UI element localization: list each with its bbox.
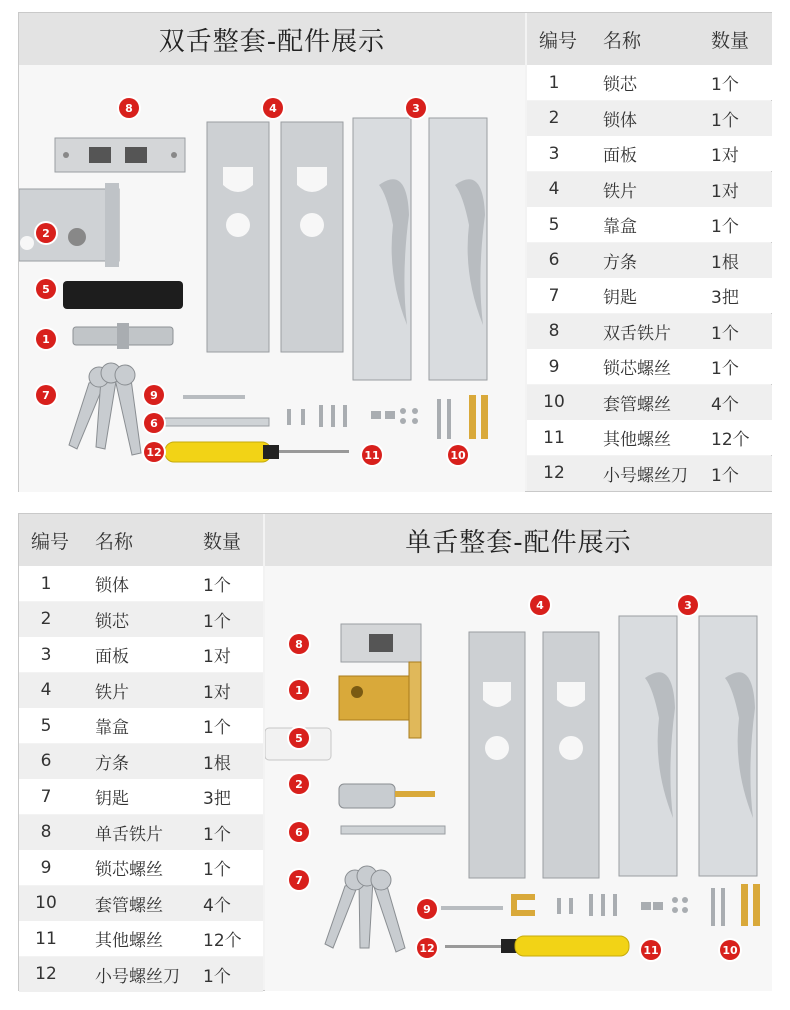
row-name: 套管螺丝: [95, 895, 163, 916]
table-row: [527, 420, 772, 455]
row-name: 小号螺丝刀: [95, 966, 180, 987]
row-name: 小号螺丝刀: [603, 465, 688, 486]
table-row: [19, 779, 263, 814]
row-quantity: 1对: [203, 647, 231, 667]
part-badge-5: 5: [36, 279, 56, 299]
row-name: 锁芯: [603, 75, 637, 95]
header-name: 名称: [603, 29, 642, 52]
row-quantity: 1对: [711, 181, 739, 202]
table-row: [527, 65, 772, 100]
row-quantity: 4个: [711, 394, 739, 415]
part-badge-2: 2: [289, 774, 309, 794]
row-name: 靠盒: [95, 718, 129, 738]
header-quantity: 数量: [711, 29, 750, 52]
row-name: 双舌铁片: [603, 323, 671, 344]
row-name: 面板: [603, 146, 637, 166]
row-number: 4: [548, 179, 560, 199]
table-row: [19, 566, 263, 601]
part-badge-3: 3: [406, 98, 426, 118]
table-row: [19, 886, 263, 921]
table-row: [19, 708, 263, 743]
row-number: 5: [40, 715, 52, 736]
row-number: 11: [35, 928, 57, 949]
table-row: [527, 101, 772, 136]
row-number: 11: [543, 427, 565, 448]
row-number: 8: [40, 822, 52, 842]
row-name: 方条: [603, 252, 637, 273]
row-quantity: 3把: [203, 789, 231, 809]
row-number: 2: [40, 609, 52, 629]
row-quantity: 1个: [203, 576, 231, 596]
row-number: 6: [40, 751, 52, 771]
row-number: 3: [548, 143, 560, 164]
parts-table: [19, 514, 263, 991]
part-badge-7: 7: [36, 385, 56, 405]
row-number: 3: [40, 644, 52, 665]
row-quantity: 12个: [203, 931, 242, 951]
table-row: [19, 637, 263, 672]
row-quantity: 1个: [711, 359, 739, 379]
table-row: [527, 243, 772, 278]
row-number: 4: [40, 680, 52, 700]
row-quantity: 4个: [203, 895, 231, 916]
row-quantity: 1个: [711, 465, 739, 486]
row-quantity: 1个: [203, 718, 231, 738]
row-name: 靠盒: [603, 217, 637, 237]
row-quantity: 1个: [711, 323, 739, 344]
table-row: [527, 314, 772, 349]
table-row: [527, 278, 772, 313]
row-quantity: 1个: [711, 75, 739, 95]
part-badge-1: 1: [289, 680, 309, 700]
row-number: 9: [40, 857, 52, 878]
row-number: 12: [35, 964, 57, 984]
row-quantity: 1个: [711, 110, 739, 131]
row-name: 铁片: [95, 682, 129, 703]
row-name: 锁体: [95, 576, 129, 596]
row-quantity: 1个: [203, 611, 231, 632]
table-row: [527, 172, 772, 207]
header-quantity: 数量: [203, 530, 242, 553]
part-badge-9: 9: [144, 385, 164, 405]
row-name: 锁体: [603, 110, 637, 131]
part-badge-12: 12: [144, 442, 164, 462]
row-name: 其他螺丝: [603, 430, 671, 450]
row-number: 1: [548, 72, 560, 93]
row-name: 方条: [95, 753, 129, 774]
part-badge-6: 6: [289, 822, 309, 842]
table-row: [19, 673, 263, 708]
part-badge-10: 10: [448, 445, 468, 465]
row-number: 5: [548, 214, 560, 235]
row-name: 锁芯螺丝: [95, 860, 163, 880]
table-row: [527, 207, 772, 242]
row-quantity: 1对: [203, 682, 231, 703]
table-row: [19, 850, 263, 885]
table-row: [19, 815, 263, 850]
parts-illustration: [19, 65, 525, 492]
parts-photo: [265, 566, 772, 991]
row-number: 1: [40, 573, 52, 594]
section-title-text: 单舌整套-配件展示: [405, 527, 632, 558]
row-name: 锁芯: [95, 611, 129, 632]
part-badge-7: 7: [289, 870, 309, 890]
row-number: 10: [543, 392, 565, 412]
part-badge-2: 2: [36, 223, 56, 243]
header-number: 编号: [31, 530, 70, 553]
part-badge-10: 10: [720, 940, 740, 960]
parts-photo: [19, 65, 525, 492]
parts-table: [527, 13, 772, 492]
part-badge-4: 4: [263, 98, 283, 118]
part-badge-4: 4: [530, 595, 550, 615]
row-quantity: 1根: [203, 753, 231, 774]
row-number: 9: [548, 356, 560, 377]
row-quantity: 1个: [203, 860, 231, 880]
part-badge-3: 3: [678, 595, 698, 615]
row-name: 单舌铁片: [95, 824, 163, 845]
row-quantity: 1对: [711, 146, 739, 166]
table-row: [19, 602, 263, 637]
table-row: [19, 744, 263, 779]
row-quantity: 12个: [711, 430, 750, 450]
row-number: 12: [543, 463, 565, 483]
row-number: 10: [35, 893, 57, 913]
table-row: [527, 456, 772, 491]
part-badge-1: 1: [36, 329, 56, 349]
row-name: 钥匙: [95, 789, 129, 809]
row-number: 8: [548, 321, 560, 341]
table-row: [527, 385, 772, 420]
part-badge-8: 8: [119, 98, 139, 118]
single-latch-section: [18, 513, 772, 991]
section-title-text: 双舌整套-配件展示: [158, 26, 386, 57]
table-row: [527, 349, 772, 384]
row-name: 钥匙: [603, 288, 637, 308]
table-row: [19, 957, 263, 992]
row-name: 其他螺丝: [95, 931, 163, 951]
part-badge-6: 6: [144, 413, 164, 433]
table-header: [527, 13, 772, 65]
table-row: [19, 921, 263, 956]
row-name: 铁片: [603, 181, 637, 202]
part-badge-5: 5: [289, 728, 309, 748]
part-badge-8: 8: [289, 634, 309, 654]
row-number: 6: [548, 250, 560, 270]
row-quantity: 1个: [711, 217, 739, 237]
row-quantity: 1根: [711, 252, 739, 273]
part-badge-9: 9: [417, 899, 437, 919]
section-title: [19, 13, 525, 65]
table-row: [527, 136, 772, 171]
part-badge-11: 11: [362, 445, 382, 465]
table-header: [19, 514, 263, 566]
part-badge-12: 12: [417, 938, 437, 958]
row-name: 套管螺丝: [603, 394, 671, 415]
parts-illustration: [265, 566, 772, 991]
header-number: 编号: [539, 29, 578, 52]
row-quantity: 3把: [711, 288, 739, 308]
row-number: 7: [548, 285, 560, 306]
row-name: 锁芯螺丝: [603, 359, 671, 379]
row-quantity: 1个: [203, 966, 231, 987]
row-name: 面板: [95, 647, 129, 667]
header-name: 名称: [95, 530, 134, 553]
part-badge-11: 11: [641, 940, 661, 960]
row-number: 7: [40, 786, 52, 807]
row-number: 2: [548, 108, 560, 128]
section-title: [265, 514, 772, 566]
row-quantity: 1个: [203, 824, 231, 845]
double-latch-section: [18, 12, 772, 492]
